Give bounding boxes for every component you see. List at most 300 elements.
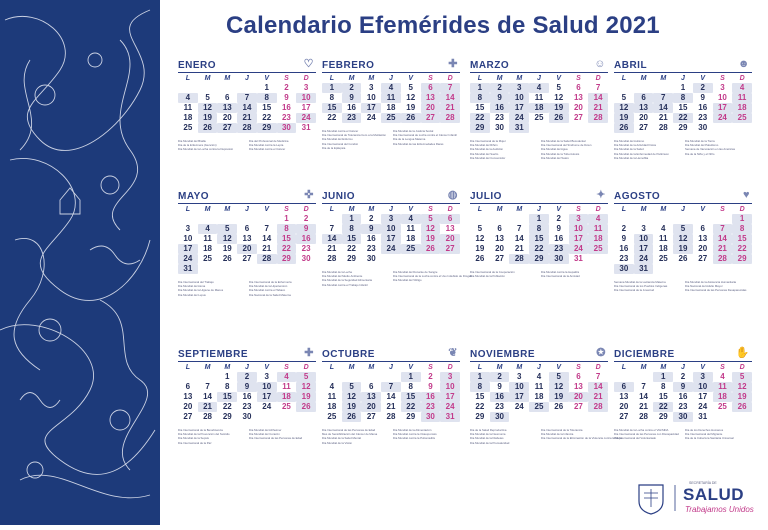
day-cell[interactable]: 7 (205, 382, 210, 391)
day-cell[interactable]: 23 (242, 402, 252, 411)
day-cell[interactable]: 25 (183, 123, 193, 132)
day-cell[interactable]: 28 (509, 254, 529, 264)
day-cell[interactable]: 11 (327, 392, 337, 401)
day-cell[interactable]: 10 (366, 93, 376, 102)
day-cell[interactable]: 9 (673, 382, 693, 392)
day-cell[interactable]: 3 (720, 83, 725, 92)
day-cell[interactable]: 4 (529, 83, 549, 93)
day-cell[interactable]: 16 (678, 392, 688, 401)
day-cell[interactable]: 14 (588, 382, 608, 392)
day-cell[interactable]: 13 (619, 392, 629, 401)
day-cell[interactable]: 29 (678, 123, 688, 132)
day-cell[interactable]: 14 (440, 93, 460, 103)
day-cell[interactable]: 30 (366, 254, 376, 263)
day-cell[interactable]: 1 (264, 83, 269, 92)
day-cell[interactable]: 14 (386, 392, 396, 401)
day-cell[interactable]: 5 (217, 224, 237, 234)
day-cell[interactable]: 6 (421, 83, 441, 93)
day-cell[interactable]: 18 (658, 244, 668, 253)
day-cell[interactable]: 1 (470, 83, 490, 93)
day-cell[interactable]: 7 (653, 93, 673, 103)
day-cell[interactable]: 19 (342, 402, 362, 412)
day-cell[interactable]: 20 (698, 244, 708, 253)
day-cell[interactable]: 18 (277, 392, 297, 402)
day-cell[interactable]: 5 (673, 224, 693, 234)
day-cell[interactable]: 12 (673, 234, 693, 244)
day-cell[interactable]: 2 (621, 224, 627, 233)
day-cell[interactable]: 8 (673, 93, 693, 103)
day-cell[interactable]: 15 (529, 234, 549, 244)
day-cell[interactable]: 16 (698, 103, 708, 112)
day-cell[interactable]: 22 (653, 402, 673, 412)
day-cell[interactable]: 17 (257, 392, 277, 402)
day-cell[interactable]: 17 (713, 103, 733, 113)
day-cell[interactable]: 26 (198, 123, 218, 133)
day-cell[interactable]: 20 (573, 103, 583, 112)
day-cell[interactable]: 15 (678, 103, 688, 112)
day-cell[interactable]: 6 (576, 83, 581, 92)
day-cell[interactable]: 21 (440, 103, 460, 113)
day-cell[interactable]: 3 (641, 224, 646, 233)
day-cell[interactable]: 24 (698, 402, 708, 411)
day-cell[interactable]: 10 (693, 382, 713, 392)
day-cell[interactable]: 23 (549, 244, 569, 254)
day-cell[interactable]: 6 (700, 224, 705, 233)
day-cell[interactable]: 15 (322, 103, 342, 113)
day-cell[interactable]: 18 (732, 103, 752, 113)
day-cell[interactable]: 12 (342, 392, 362, 402)
day-cell[interactable]: 10 (381, 224, 401, 234)
day-cell[interactable]: 2 (237, 372, 257, 382)
day-cell[interactable]: 20 (639, 113, 649, 122)
day-cell[interactable]: 13 (445, 224, 455, 233)
day-cell[interactable]: 23 (495, 402, 505, 411)
day-cell[interactable]: 15 (475, 103, 485, 112)
day-cell[interactable]: 20 (421, 103, 441, 113)
day-cell[interactable]: 22 (529, 244, 549, 254)
day-cell[interactable]: 24 (569, 244, 589, 254)
day-cell[interactable]: 19 (549, 103, 569, 113)
day-cell[interactable]: 7 (595, 83, 601, 92)
day-cell[interactable]: 9 (428, 382, 433, 391)
day-cell[interactable]: 11 (406, 224, 415, 233)
day-cell[interactable]: 2 (369, 214, 374, 223)
day-cell[interactable]: 8 (661, 382, 666, 391)
day-cell[interactable]: 30 (495, 123, 505, 132)
day-cell[interactable]: 8 (732, 224, 752, 234)
day-cell[interactable]: 17 (569, 234, 589, 244)
day-cell[interactable]: 27 (639, 123, 649, 132)
day-cell[interactable]: 27 (183, 412, 193, 421)
day-cell[interactable]: 19 (475, 244, 485, 253)
day-cell[interactable]: 15 (475, 392, 485, 401)
day-cell[interactable]: 7 (237, 93, 257, 103)
day-cell[interactable]: 27 (573, 402, 583, 411)
day-cell[interactable]: 4 (277, 372, 297, 382)
day-cell[interactable]: 12 (217, 234, 237, 244)
day-cell[interactable]: 21 (262, 244, 272, 253)
day-cell[interactable]: 17 (634, 244, 654, 254)
day-cell[interactable]: 9 (237, 382, 257, 392)
day-cell[interactable]: 8 (342, 224, 362, 234)
day-cell[interactable]: 17 (509, 392, 529, 402)
day-cell[interactable]: 11 (183, 103, 193, 112)
day-cell[interactable]: 26 (421, 244, 441, 254)
day-cell[interactable]: 9 (497, 382, 502, 391)
day-cell[interactable]: 10 (717, 93, 727, 102)
day-cell[interactable]: 28 (386, 412, 396, 421)
day-cell[interactable]: 19 (198, 113, 218, 123)
day-cell[interactable]: 26 (222, 254, 232, 263)
day-cell[interactable]: 16 (421, 392, 441, 402)
day-cell[interactable]: 17 (509, 103, 529, 113)
day-cell[interactable]: 11 (732, 93, 752, 103)
day-cell[interactable]: 3 (185, 224, 191, 233)
day-cell[interactable]: 12 (406, 93, 416, 102)
day-cell[interactable]: 9 (621, 234, 627, 243)
day-cell[interactable]: 19 (222, 244, 232, 253)
day-cell[interactable]: 31 (573, 254, 583, 263)
day-cell[interactable]: 29 (732, 254, 752, 264)
day-cell[interactable]: 28 (440, 113, 460, 123)
day-cell[interactable]: 18 (183, 113, 193, 122)
day-cell[interactable]: 28 (257, 254, 277, 264)
day-cell[interactable]: 12 (475, 234, 485, 243)
day-cell[interactable]: 24 (509, 113, 529, 123)
day-cell[interactable]: 3 (517, 372, 522, 381)
day-cell[interactable]: 19 (549, 392, 569, 402)
day-cell[interactable]: 3 (509, 83, 529, 93)
day-cell[interactable]: 4 (732, 83, 752, 93)
day-cell[interactable]: 8 (408, 382, 413, 391)
day-cell[interactable]: 17 (381, 234, 401, 244)
day-cell[interactable]: 13 (361, 392, 381, 402)
day-cell[interactable]: 28 (327, 254, 337, 263)
day-cell[interactable]: 3 (264, 372, 269, 381)
day-cell[interactable]: 22 (222, 402, 232, 411)
day-cell[interactable]: 23 (342, 113, 362, 123)
day-cell[interactable]: 10 (440, 382, 460, 392)
day-cell[interactable]: 31 (178, 264, 198, 274)
day-cell[interactable]: 8 (257, 93, 277, 103)
day-cell[interactable]: 29 (277, 254, 297, 264)
day-cell[interactable]: 27 (573, 113, 583, 122)
day-cell[interactable]: 1 (529, 214, 549, 224)
day-cell[interactable]: 18 (529, 103, 549, 113)
day-cell[interactable]: 21 (588, 103, 608, 113)
day-cell[interactable]: 21 (658, 113, 668, 122)
day-cell[interactable]: 17 (178, 244, 198, 254)
day-cell[interactable]: 29 (347, 254, 357, 263)
day-cell[interactable]: 17 (361, 103, 381, 113)
day-cell[interactable]: 7 (264, 224, 269, 233)
day-cell[interactable]: 22 (673, 113, 693, 123)
day-cell[interactable]: 28 (588, 402, 608, 412)
day-cell[interactable]: 19 (732, 392, 752, 402)
day-cell[interactable]: 24 (634, 254, 654, 264)
day-cell[interactable]: 26 (296, 402, 316, 412)
day-cell[interactable]: 28 (588, 113, 608, 123)
day-cell[interactable]: 20 (440, 234, 460, 244)
day-cell[interactable]: 22 (327, 113, 337, 122)
day-cell[interactable]: 10 (569, 224, 589, 234)
day-cell[interactable]: 24 (366, 113, 376, 122)
day-cell[interactable]: 11 (534, 382, 544, 391)
day-cell[interactable]: 18 (386, 103, 396, 112)
day-cell[interactable]: 27 (366, 412, 376, 421)
day-cell[interactable]: 3 (693, 372, 713, 382)
day-cell[interactable]: 10 (296, 93, 316, 103)
day-cell[interactable]: 22 (732, 244, 752, 254)
day-cell[interactable]: 18 (406, 234, 416, 243)
day-cell[interactable]: 21 (327, 244, 337, 253)
day-cell[interactable]: 28 (658, 123, 668, 132)
day-cell[interactable]: 27 (495, 254, 505, 263)
day-cell[interactable]: 30 (301, 254, 311, 263)
day-cell[interactable]: 5 (296, 372, 316, 382)
day-cell[interactable]: 31 (301, 123, 311, 132)
day-cell[interactable]: 24 (514, 402, 524, 411)
day-cell[interactable]: 18 (327, 402, 337, 411)
day-cell[interactable]: 14 (203, 392, 213, 401)
day-cell[interactable]: 21 (588, 392, 608, 402)
day-cell[interactable]: 12 (732, 382, 752, 392)
day-cell[interactable]: 1 (342, 214, 362, 224)
day-cell[interactable]: 21 (514, 244, 524, 253)
day-cell[interactable]: 16 (619, 244, 629, 253)
day-cell[interactable]: 6 (244, 224, 250, 233)
day-cell[interactable]: 16 (281, 103, 291, 112)
day-cell[interactable]: 3 (569, 214, 589, 224)
day-cell[interactable]: 12 (296, 382, 316, 392)
day-cell[interactable]: 30 (242, 412, 252, 421)
day-cell[interactable]: 1 (680, 83, 686, 92)
day-cell[interactable]: 25 (717, 402, 727, 411)
day-cell[interactable]: 22 (470, 113, 490, 123)
day-cell[interactable]: 20 (619, 402, 629, 411)
day-cell[interactable]: 8 (470, 382, 490, 392)
day-cell[interactable]: 25 (381, 113, 401, 123)
day-cell[interactable]: 12 (549, 382, 569, 392)
day-cell[interactable]: 29 (529, 254, 549, 264)
day-cell[interactable]: 29 (475, 412, 485, 421)
day-cell[interactable]: 21 (198, 402, 218, 412)
day-cell[interactable]: 18 (588, 234, 608, 244)
day-cell[interactable]: 14 (588, 93, 608, 103)
day-cell[interactable]: 15 (658, 392, 668, 401)
day-cell[interactable]: 30 (614, 264, 634, 274)
day-cell[interactable]: 29 (257, 123, 277, 133)
day-cell[interactable]: 1 (225, 372, 230, 381)
day-cell[interactable]: 3 (440, 372, 460, 382)
day-cell[interactable]: 27 (217, 123, 237, 133)
day-cell[interactable]: 30 (490, 412, 510, 422)
day-cell[interactable]: 27 (698, 254, 708, 263)
day-cell[interactable]: 26 (401, 113, 421, 123)
day-cell[interactable]: 25 (732, 113, 752, 123)
day-cell[interactable]: 4 (178, 93, 198, 103)
day-cell[interactable]: 23 (421, 402, 441, 412)
day-cell[interactable]: 19 (296, 392, 316, 402)
day-cell[interactable]: 5 (421, 214, 441, 224)
day-cell[interactable]: 1 (470, 372, 490, 382)
day-cell[interactable]: 27 (440, 244, 460, 254)
day-cell[interactable]: 14 (653, 103, 673, 113)
day-cell[interactable]: 13 (183, 392, 193, 401)
day-cell[interactable]: 10 (634, 234, 654, 244)
day-cell[interactable]: 26 (678, 254, 688, 263)
day-cell[interactable]: 2 (490, 83, 510, 93)
day-cell[interactable]: 6 (576, 372, 581, 381)
day-cell[interactable]: 27 (421, 113, 441, 123)
day-cell[interactable]: 15 (342, 234, 362, 244)
day-cell[interactable]: 2 (490, 372, 510, 382)
day-cell[interactable]: 16 (554, 234, 564, 243)
day-cell[interactable]: 1 (322, 83, 342, 93)
day-cell[interactable]: 13 (573, 93, 583, 102)
day-cell[interactable]: 15 (262, 103, 272, 112)
day-cell[interactable]: 9 (342, 93, 362, 103)
day-cell[interactable]: 25 (203, 254, 213, 263)
day-cell[interactable]: 2 (284, 83, 289, 92)
day-cell[interactable]: 22 (475, 402, 485, 411)
day-cell[interactable]: 13 (217, 103, 237, 113)
day-cell[interactable]: 8 (277, 224, 297, 234)
day-cell[interactable]: 6 (497, 224, 502, 233)
day-cell[interactable]: 13 (495, 234, 505, 243)
day-cell[interactable]: 16 (242, 392, 252, 401)
day-cell[interactable]: 5 (205, 93, 210, 102)
day-cell[interactable]: 23 (301, 244, 311, 253)
day-cell[interactable]: 29 (470, 123, 490, 133)
day-cell[interactable]: 11 (282, 382, 291, 391)
day-cell[interactable]: 20 (237, 244, 257, 254)
day-cell[interactable]: 16 (490, 392, 510, 402)
day-cell[interactable]: 5 (556, 83, 561, 92)
day-cell[interactable]: 2 (342, 83, 362, 93)
day-cell[interactable]: 30 (698, 123, 708, 132)
day-cell[interactable]: 14 (514, 234, 524, 243)
day-cell[interactable]: 29 (222, 412, 232, 421)
day-cell[interactable]: 2 (693, 83, 713, 93)
day-cell[interactable]: 21 (713, 244, 733, 254)
day-cell[interactable]: 9 (556, 224, 561, 233)
day-cell[interactable]: 8 (329, 93, 335, 102)
day-cell[interactable]: 16 (347, 103, 357, 112)
day-cell[interactable]: 30 (277, 123, 297, 133)
day-cell[interactable]: 4 (536, 372, 542, 381)
day-cell[interactable]: 18 (203, 244, 213, 253)
day-cell[interactable]: 16 (296, 234, 316, 244)
day-cell[interactable]: 7 (381, 382, 401, 392)
day-cell[interactable]: 11 (203, 234, 212, 243)
day-cell[interactable]: 2 (428, 372, 433, 381)
day-cell[interactable]: 11 (381, 93, 401, 103)
day-cell[interactable]: 8 (225, 382, 230, 391)
day-cell[interactable]: 10 (509, 93, 529, 103)
day-cell[interactable]: 31 (440, 412, 460, 422)
day-cell[interactable]: 24 (178, 254, 198, 264)
day-cell[interactable]: 29 (406, 412, 416, 421)
day-cell[interactable]: 20 (569, 392, 589, 402)
day-cell[interactable]: 24 (440, 402, 460, 412)
day-cell[interactable]: 1 (732, 214, 752, 224)
day-cell[interactable]: 14 (237, 103, 257, 113)
day-cell[interactable]: 14 (322, 234, 342, 244)
day-cell[interactable]: 19 (421, 234, 441, 244)
day-cell[interactable]: 5 (621, 93, 627, 102)
day-cell[interactable]: 23 (678, 402, 688, 411)
day-cell[interactable]: 19 (673, 244, 693, 254)
day-cell[interactable]: 6 (225, 93, 230, 102)
day-cell[interactable]: 13 (421, 93, 441, 103)
day-cell[interactable]: 22 (262, 113, 272, 122)
day-cell[interactable]: 10 (509, 382, 529, 392)
day-cell[interactable]: 30 (549, 254, 569, 264)
day-cell[interactable]: 28 (203, 412, 213, 421)
day-cell[interactable]: 22 (401, 402, 421, 412)
day-cell[interactable]: 17 (440, 392, 460, 402)
day-cell[interactable]: 29 (658, 412, 668, 421)
day-cell[interactable]: 13 (242, 234, 252, 243)
day-cell[interactable]: 9 (700, 93, 705, 102)
day-cell[interactable]: 4 (720, 372, 725, 381)
day-cell[interactable]: 25 (529, 402, 549, 412)
day-cell[interactable]: 27 (619, 412, 629, 421)
day-cell[interactable]: 5 (342, 382, 362, 392)
day-cell[interactable]: 11 (588, 224, 608, 234)
day-cell[interactable]: 27 (242, 254, 252, 263)
day-cell[interactable]: 31 (698, 412, 708, 421)
day-cell[interactable]: 6 (185, 382, 191, 391)
day-cell[interactable]: 25 (401, 244, 421, 254)
day-cell[interactable]: 3 (369, 83, 374, 92)
day-cell[interactable]: 26 (549, 113, 569, 123)
day-cell[interactable]: 10 (257, 382, 277, 392)
day-cell[interactable]: 14 (639, 392, 649, 401)
day-cell[interactable]: 28 (713, 254, 733, 264)
day-cell[interactable]: 4 (381, 83, 401, 93)
day-cell[interactable]: 20 (495, 244, 505, 253)
day-cell[interactable]: 13 (573, 382, 583, 391)
day-cell[interactable]: 21 (237, 113, 257, 123)
day-cell[interactable]: 12 (421, 224, 441, 234)
day-cell[interactable]: 3 (381, 214, 401, 224)
day-cell[interactable]: 25 (281, 402, 291, 411)
day-cell[interactable]: 20 (361, 402, 381, 412)
day-cell[interactable]: 11 (713, 382, 733, 392)
day-cell[interactable]: 31 (634, 264, 654, 274)
day-cell[interactable]: 2 (556, 214, 561, 223)
day-cell[interactable]: 5 (477, 224, 483, 233)
day-cell[interactable]: 23 (281, 113, 291, 122)
day-cell[interactable]: 16 (490, 103, 510, 113)
day-cell[interactable]: 19 (614, 113, 634, 123)
day-cell[interactable]: 24 (262, 402, 272, 411)
day-cell[interactable]: 5 (408, 83, 413, 92)
day-cell[interactable]: 15 (401, 392, 421, 402)
day-cell[interactable]: 9 (361, 224, 381, 234)
day-cell[interactable]: 30 (673, 412, 693, 422)
day-cell[interactable]: 17 (698, 392, 708, 401)
day-cell[interactable]: 13 (634, 103, 654, 113)
day-cell[interactable]: 9 (296, 224, 316, 234)
day-cell[interactable]: 11 (659, 234, 668, 243)
day-cell[interactable]: 7 (517, 224, 522, 233)
day-cell[interactable]: 1 (284, 214, 289, 223)
day-cell[interactable]: 8 (470, 93, 490, 103)
day-cell[interactable]: 5 (549, 372, 569, 382)
